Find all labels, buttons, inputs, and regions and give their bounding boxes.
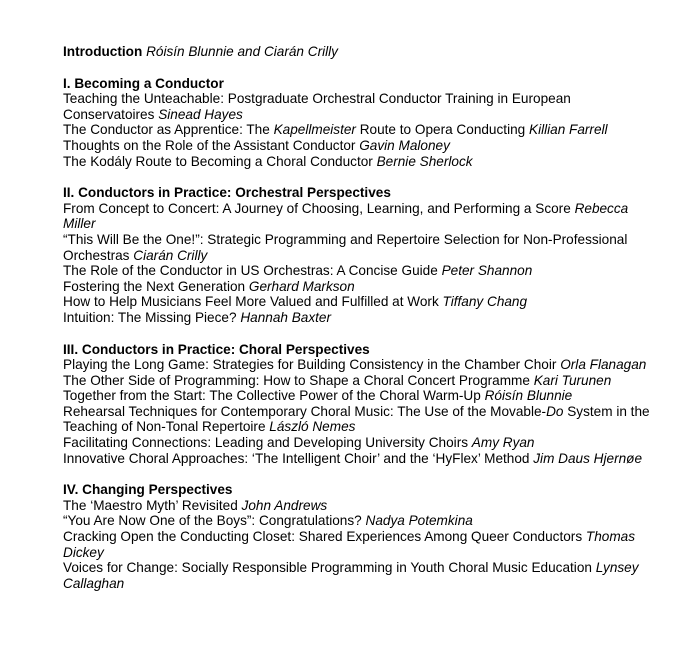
entry-title: How to Help Musicians Feel More Valued and Fulfilled at Work — [63, 294, 439, 310]
toc-entry — [63, 201, 663, 232]
entry-title: The Role of the Conductor in US Orchestras: A Concise Guide — [63, 263, 438, 279]
entry-author: Róisín Blunnie — [484, 388, 573, 404]
entry-title-continued: Route to Opera Conducting — [355, 122, 526, 138]
entry-title: Cracking Open the Conducting Closet: Shared Experiences Among Queer Conductors — [63, 529, 583, 545]
entry-author: Killian Farrell — [529, 122, 608, 138]
entry-author: Nadya Potemkina — [365, 513, 473, 529]
entry-author: Orla Flanagan — [560, 357, 647, 373]
toc-entry — [63, 388, 663, 404]
entry-author: Tiffany Chang — [442, 294, 528, 310]
toc-entry — [63, 451, 663, 467]
entry-title: Rehearsal Techniques for Contemporary Choral Music: The Use of the Movable- — [63, 403, 547, 419]
toc-entry — [63, 91, 663, 122]
entry-author: Jim Daus Hjernøe — [533, 450, 643, 466]
toc-section — [63, 342, 663, 467]
entry-title-italic: Kapellmeister — [273, 122, 356, 138]
toc-entry — [63, 513, 663, 529]
toc-entry — [63, 279, 663, 295]
entry-title: “This Will Be the One!”: Strategic Programming and Repertoire Selection for Non-Professional Orchestras — [63, 231, 628, 263]
entry-title: From Concept to Concert: A Journey of Choosing, Learning, and Performing a Score — [63, 200, 571, 216]
entry-title: Facilitating Connections: Leading and Developing University Choirs — [63, 435, 469, 451]
entry-author: Ciarán Crilly — [133, 247, 208, 263]
entry-author: Thomas Dickey — [63, 529, 636, 560]
entry-author: Peter Shannon — [441, 263, 533, 279]
entry-title: Together from the Start: The Collective Power of the Choral Warm-Up — [63, 388, 481, 404]
entry-author: Gavin Maloney — [359, 137, 450, 153]
entry-author: Sinead Hayes — [158, 106, 243, 122]
section-heading: II. Conductors in Practice: Orchestral Perspectives — [63, 185, 391, 201]
toc-entry — [63, 263, 663, 279]
toc-section — [63, 76, 663, 170]
entry-title-italic: Do — [546, 403, 564, 419]
introduction-line — [63, 44, 663, 60]
toc-entry — [63, 154, 663, 170]
entry-author: Hannah Baxter — [240, 309, 332, 325]
entry-author: Gerhard Markson — [248, 278, 355, 294]
entry-title: Teaching the Unteachable: Postgraduate Orchestral Conductor Training in European Conservatoires — [63, 91, 571, 122]
introduction-label: Introduction — [63, 44, 143, 59]
table-of-contents — [63, 44, 663, 591]
entry-title: Intuition: The Missing Piece? — [63, 309, 237, 325]
toc-entry — [63, 529, 663, 560]
toc-entry — [63, 310, 663, 326]
section-heading: I. Becoming a Conductor — [63, 75, 224, 91]
section-heading: III. Conductors in Practice: Choral Perspectives — [63, 341, 370, 357]
toc-entry — [63, 138, 663, 154]
toc-entry — [63, 357, 663, 373]
entry-title: The Kodály Route to Becoming a Choral Conductor — [63, 153, 373, 169]
toc-entry — [63, 560, 663, 591]
toc-entry — [63, 435, 663, 451]
toc-entry — [63, 373, 663, 389]
toc-entry — [63, 294, 663, 310]
toc-entry — [63, 498, 663, 514]
entry-title: The ‘Maestro Myth’ Revisited — [63, 497, 238, 513]
toc-section — [63, 185, 663, 325]
sections-list — [63, 76, 663, 592]
entry-title: The Conductor as Apprentice: The — [63, 122, 274, 138]
entry-author: Amy Ryan — [471, 435, 535, 451]
entry-title: “You Are Now One of the Boys”: Congratulations? — [63, 513, 362, 529]
entry-author: Bernie Sherlock — [376, 153, 473, 169]
entry-author: Rebecca Miller — [63, 200, 629, 232]
toc-entry — [63, 404, 663, 435]
entry-title: The Other Side of Programming: How to Shape a Choral Concert Programme — [63, 372, 530, 388]
entry-title: Thoughts on the Role of the Assistant Conductor — [63, 137, 356, 153]
introduction-authors: Róisín Blunnie and Ciarán Crilly — [146, 44, 338, 59]
entry-author: László Nemes — [269, 419, 356, 435]
entry-author: John Andrews — [241, 497, 328, 513]
entry-title: Innovative Choral Approaches: ‘The Intelligent Choir’ and the ‘HyFlex’ Method — [63, 450, 530, 466]
entry-title: Voices for Change: Socially Responsible Programming in Youth Choral Music Education — [63, 560, 592, 576]
entry-title-continued: System in the Teaching of Non-Tonal Repertoire — [63, 403, 650, 435]
section-heading: IV. Changing Perspectives — [63, 482, 233, 498]
toc-entry — [63, 122, 663, 138]
entry-author: Lynsey Callaghan — [63, 560, 639, 591]
entry-title: Playing the Long Game: Strategies for Building Consistency in the Chamber Choir — [63, 357, 557, 373]
entry-title: Fostering the Next Generation — [63, 278, 246, 294]
toc-section — [63, 482, 663, 591]
entry-author: Kari Turunen — [533, 372, 612, 388]
toc-entry — [63, 232, 663, 263]
